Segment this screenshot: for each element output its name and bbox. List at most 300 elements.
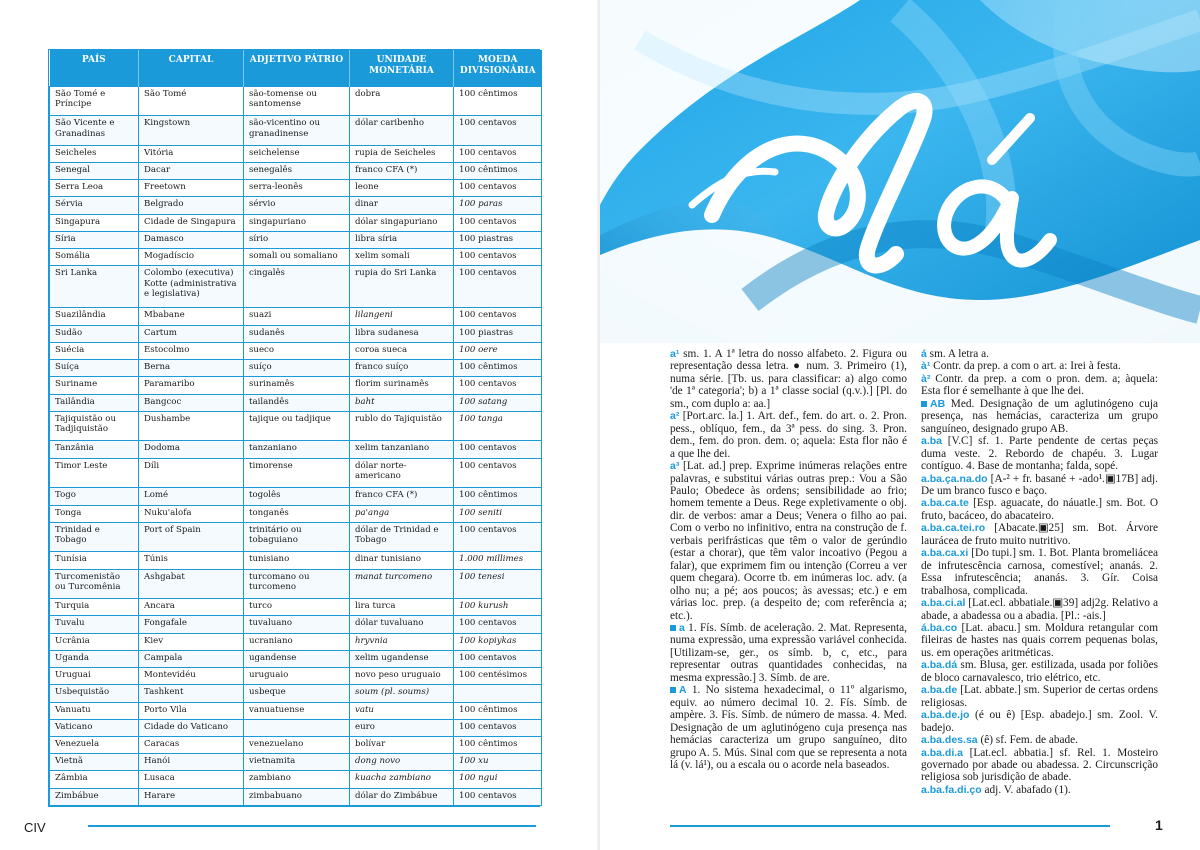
table-cell: 100 kopiykas — [454, 633, 542, 650]
dictionary-column-1 — [670, 348, 907, 771]
table-cell: 100 centésimos — [454, 668, 542, 685]
table-row — [50, 788, 542, 805]
table-row — [50, 116, 542, 146]
countries-table-frame — [48, 49, 540, 807]
table-cell: lilangeni — [350, 308, 454, 325]
table-cell: Suriname — [50, 377, 139, 394]
table-cell: Berna — [139, 360, 244, 377]
table-row — [50, 685, 542, 702]
table-cell: são-vicentino ou granadinense — [244, 116, 350, 146]
dictionary-entry — [921, 435, 1158, 472]
table-row — [50, 377, 542, 394]
table-row — [50, 360, 542, 377]
table-cell: cingalês — [244, 266, 350, 308]
table-cell: Harare — [139, 788, 244, 805]
table-cell: coroa sueca — [350, 342, 454, 359]
entry-definition: [Do tupi.] sm. 1. Bot. Planta bromeliácea de infrutescência carnosa, comestível; ananás. 2. Essa infrutescência; ananás. 3. Gír. Coisa trabalhosa, complicada. — [921, 547, 1158, 597]
table-cell: 100 centavos — [454, 441, 542, 458]
table-row — [50, 569, 542, 599]
table-cell: Tailândia — [50, 394, 139, 411]
table-cell: rublo do Tajiquistão — [350, 411, 454, 441]
entry-definition: [Lat. ad.] prep. Exprime inúmeras relações entre palavras, e substitui várias outras prep.: Vou a São Paulo; Obedece às ordens; sensibilidade ao frio; homem temente a Deus. Rege expletivamente o obj. dir. de verbos: amar a Deus; Venera o filho ao pai. Com o verbo no infinitivo, entra na construção de f. verbais perifrásticas que têm o valor de gerúndio (estar a chorar), que têm valor incoativo (Pegou a falar), que exprimem fim ou intenção (Correu a ver quem chegara). Ocorre tb. em inúmeras loc. adv. (a olho nu; a pé; aos poucos; às avessas; etc.) e em várias loc. prep. (a despeito de; com referência a; etc.). — [670, 460, 907, 622]
table-cell: lira turca — [350, 599, 454, 616]
table-cell: tanzaniano — [244, 441, 350, 458]
table-cell: dong novo — [350, 754, 454, 771]
entry-definition: [Lat.ecl. abbatia.] sf. Rel. 1. Mosteiro governado por abade ou abadessa. 2. Circunscrição religiosa sob jurisdição de abade. — [921, 746, 1158, 784]
dictionary-entry — [921, 497, 1158, 522]
left-footer — [24, 820, 536, 836]
table-cell: Freetown — [139, 180, 244, 197]
table-cell: Tonga — [50, 505, 139, 522]
dictionary-entry — [670, 460, 907, 622]
table-cell: Montevidéu — [139, 668, 244, 685]
table-cell: Usbequistão — [50, 685, 139, 702]
table-cell: Sudão — [50, 325, 139, 342]
table-cell: usbeque — [244, 685, 350, 702]
table-cell: Somália — [50, 249, 139, 266]
footer-rule-left — [88, 825, 536, 827]
table-cell: manat turcomeno — [350, 569, 454, 599]
dictionary-entry — [921, 734, 1158, 746]
right-page — [600, 0, 1200, 850]
dictionary-entry — [921, 522, 1158, 547]
table-cell: 100 kurush — [454, 599, 542, 616]
table-row — [50, 599, 542, 616]
table-row — [50, 719, 542, 736]
table-cell: 100 centavos — [454, 719, 542, 736]
dictionary-columns — [670, 348, 1158, 808]
table-cell: soum (pl. soums) — [350, 685, 454, 702]
header-moeda-divisionaria: MOEDA DIVISIONÁRIA — [454, 50, 542, 86]
table-cell: 100 cêntimos — [454, 86, 542, 116]
entry-headword: AB — [930, 397, 946, 410]
entry-headword: A — [679, 684, 687, 697]
table-cell: dólar tuvaluano — [350, 616, 454, 633]
table-cell: bolívar — [350, 737, 454, 754]
table-row — [50, 633, 542, 650]
table-row — [50, 214, 542, 231]
table-cell: Cartum — [139, 325, 244, 342]
table-cell: turco — [244, 599, 350, 616]
table-cell: tuvaluano — [244, 616, 350, 633]
dictionary-entry — [921, 597, 1158, 622]
table-row — [50, 411, 542, 441]
header-adjetivo-patrio: ADJETIVO PÁTRIO — [244, 50, 350, 86]
table-cell: Serra Leoa — [50, 180, 139, 197]
table-cell: Uruguai — [50, 668, 139, 685]
table-cell: franco suíço — [350, 360, 454, 377]
table-row — [50, 488, 542, 505]
dictionary-entry — [921, 659, 1158, 684]
table-cell: Tunísia — [50, 552, 139, 569]
entry-definition: [Lat.ecl. abbatiale.▣39] adj2g. Relativo a abade, a abadessa ou a abadia. [Pl.: -ais.] — [921, 597, 1158, 622]
entry-square-marker — [670, 625, 676, 631]
table-cell: Vitória — [139, 145, 244, 162]
table-cell: somali ou somaliano — [244, 249, 350, 266]
table-cell: dinar tunisiano — [350, 552, 454, 569]
dictionary-entry — [921, 373, 1158, 398]
table-cell: novo peso uruguaio — [350, 668, 454, 685]
header-pais: PAÍS — [50, 50, 139, 86]
table-row — [50, 180, 542, 197]
table-cell: trinitário ou tobaguiano — [244, 522, 350, 552]
table-row — [50, 522, 542, 552]
table-cell: zambiano — [244, 771, 350, 788]
table-cell: vanuatuense — [244, 702, 350, 719]
table-cell: suazi — [244, 308, 350, 325]
table-row — [50, 231, 542, 248]
table-cell: 100 centavos — [454, 308, 542, 325]
table-row — [50, 308, 542, 325]
table-cell: 100 ngui — [454, 771, 542, 788]
table-cell: Caracas — [139, 737, 244, 754]
table-row — [50, 702, 542, 719]
table-cell: Uganda — [50, 650, 139, 667]
table-cell: uruguaio — [244, 668, 350, 685]
letter-a-banner — [600, 0, 1200, 343]
dictionary-entry — [921, 473, 1158, 498]
table-row — [50, 249, 542, 266]
dictionary-column-2 — [921, 348, 1158, 796]
entry-definition: [Abacate.▣25] sm. Bot. Árvore laurácea de fruto muito nutritivo. — [921, 522, 1158, 547]
table-cell: Paramaribo — [139, 377, 244, 394]
table-cell: Cidade de Singapura — [139, 214, 244, 231]
table-cell: Zimbábue — [50, 788, 139, 805]
table-cell: togolês — [244, 488, 350, 505]
table-cell: Hanói — [139, 754, 244, 771]
entry-headword: a.ba.ci.al — [921, 597, 966, 610]
table-cell: sírio — [244, 231, 350, 248]
entry-headword: a.ba.ca.tei.ro — [921, 522, 986, 535]
entry-square-marker — [670, 687, 676, 693]
table-cell: serra-leonês — [244, 180, 350, 197]
entry-definition: 1. Fís. Símb. de aceleração. 2. Mat. Representa, numa expressão, uma expressão variável conhecida. [Utilizam-se, ger., os símb. b, c, etc., para representar outras quantidades conhecidas, na mesma expressão.] 3. Símb. de are. — [670, 621, 907, 684]
table-cell: suíço — [244, 360, 350, 377]
table-cell: Mbabane — [139, 308, 244, 325]
table-cell — [454, 685, 542, 702]
table-cell: 100 cêntimos — [454, 360, 542, 377]
dictionary-entry — [921, 784, 1158, 796]
table-cell: 100 centavos — [454, 145, 542, 162]
table-cell: tonganês — [244, 505, 350, 522]
entry-headword: a¹ — [670, 348, 680, 360]
table-cell: Kingstown — [139, 116, 244, 146]
page-number-left: CIV — [24, 820, 46, 835]
entry-headword: a.ba.fa.di.ço — [921, 783, 982, 796]
table-cell: 100 centavos — [454, 266, 542, 308]
table-cell: dólar do Zimbábue — [350, 788, 454, 805]
table-cell: 100 tenesi — [454, 569, 542, 599]
table-cell: Belgrado — [139, 197, 244, 214]
table-row — [50, 616, 542, 633]
table-cell: ugandense — [244, 650, 350, 667]
table-cell: 100 centavos — [454, 522, 542, 552]
entry-headword: a³ — [670, 460, 680, 473]
table-cell: rupia de Seicheles — [350, 145, 454, 162]
table-cell: vietnamita — [244, 754, 350, 771]
table-cell: 100 centavos — [454, 180, 542, 197]
table-cell: 100 satang — [454, 394, 542, 411]
table-row — [50, 394, 542, 411]
table-cell: 100 cêntimos — [454, 737, 542, 754]
entry-definition: [Port.arc. la.] 1. Art. def., fem. do art. o. 2. Pron. pess., oblíquo, fem., da 3ª pess. do sing. 3. Pron. dem., fem. do pron. dem. o; aquela: Esta flor não é a que lhe dei. — [670, 410, 907, 460]
table-cell: senegalês — [244, 163, 350, 180]
entry-definition: (ê) sf. Fem. de abade. — [977, 734, 1079, 747]
table-row — [50, 441, 542, 458]
table-cell: kuacha zambiano — [350, 771, 454, 788]
table-cell: Timor Leste — [50, 458, 139, 488]
table-cell: dinar — [350, 197, 454, 214]
table-cell: Porto Vila — [139, 702, 244, 719]
table-cell: Kiev — [139, 633, 244, 650]
dictionary-entry — [921, 348, 1158, 360]
table-cell: Tashkent — [139, 685, 244, 702]
table-cell: Tajiquistão ou Tadjiquistão — [50, 411, 139, 441]
entry-definition: sm. Blusa, ger. estilizada, usada por foliões de bloco carnavalesco, trio elétrico, etc. — [921, 659, 1158, 684]
table-cell: 100 cêntimos — [454, 702, 542, 719]
entry-headword: à¹ — [921, 360, 931, 373]
table-cell: Suécia — [50, 342, 139, 359]
table-cell: Suíça — [50, 360, 139, 377]
table-cell: tunisiano — [244, 552, 350, 569]
table-cell: Port of Spain — [139, 522, 244, 552]
entry-definition: [A-² + fr. basané + -ado¹.▣17B] adj. De um branco fusco e baço. — [921, 472, 1158, 497]
entry-headword: a.ba — [921, 435, 943, 448]
table-cell: dólar caribenho — [350, 116, 454, 146]
header-unidade-monetaria: UNIDADE MONETÁRIA — [350, 50, 454, 86]
table-cell: 100 centavos — [454, 214, 542, 231]
dictionary-entry — [921, 547, 1158, 597]
table-cell: singapuriano — [244, 214, 350, 231]
table-cell: turcomano ou turcomeno — [244, 569, 350, 599]
table-cell: 100 centavos — [454, 650, 542, 667]
entry-headword: a — [679, 621, 685, 634]
table-cell: Suazilândia — [50, 308, 139, 325]
table-cell: dólar singapuriano — [350, 214, 454, 231]
table-cell: sérvio — [244, 197, 350, 214]
entry-definition: 1. No sistema hexadecimal, o 11º algarismo, equiv. ao número decimal 10. 2. Fís. Símb. de ampère. 3. Fís. Símb. de número de massa. 4. Med. Designação de um aglutinógeno cuja presença nas hemácias caracteriza um grupo sanguíneo, dito grupo A. 5. Mús. Sinal com que se representa a nota lá (v. lá¹), ou a escala ou o acorde nela baseados. — [670, 684, 907, 771]
table-cell: rupia do Sri Lanka — [350, 266, 454, 308]
table-cell: Vanuatu — [50, 702, 139, 719]
dictionary-entry — [670, 622, 907, 684]
entry-definition: (é ou ê) [Esp. abadejo.] sm. Zool. V. badejo. — [921, 709, 1158, 734]
table-cell: sueco — [244, 342, 350, 359]
table-cell: são-tomense ou santomense — [244, 86, 350, 116]
table-row — [50, 163, 542, 180]
table-cell: Mogadíscio — [139, 249, 244, 266]
table-cell: 100 seniti — [454, 505, 542, 522]
table-cell: vatu — [350, 702, 454, 719]
table-cell: 100 centavos — [454, 616, 542, 633]
entry-definition: [V.C] sf. 1. Parte pendente de certas peças duma veste. 2. Rebordo de chapéu. 3. Lugar contíguo. 4. Base de montanha; falda, sopé. — [921, 435, 1158, 473]
table-cell: zimbabuano — [244, 788, 350, 805]
table-row — [50, 771, 542, 788]
header-capital: CAPITAL — [139, 50, 244, 86]
table-cell: surinamês — [244, 377, 350, 394]
table-row — [50, 266, 542, 308]
entry-definition: [Esp. aguacate, do náuatle.] sm. Bot. O fruto, bacáceo, do abacateiro. — [921, 497, 1158, 522]
table-cell: 100 centavos — [454, 116, 542, 146]
table-row — [50, 197, 542, 214]
table-cell: seichelense — [244, 145, 350, 162]
table-cell: Estocolmo — [139, 342, 244, 359]
table-cell: venezuelano — [244, 737, 350, 754]
table-header-row — [50, 50, 542, 86]
dictionary-entry — [921, 684, 1158, 709]
table-cell: tailandês — [244, 394, 350, 411]
table-row — [50, 737, 542, 754]
table-cell: 100 centavos — [454, 788, 542, 805]
table-row — [50, 458, 542, 488]
table-cell: 100 piastras — [454, 325, 542, 342]
table-cell: Senegal — [50, 163, 139, 180]
table-cell: Dacar — [139, 163, 244, 180]
table-cell: 100 paras — [454, 197, 542, 214]
table-cell: 100 centavos — [454, 458, 542, 488]
dictionary-entry — [921, 622, 1158, 659]
table-cell: Dushambe — [139, 411, 244, 441]
table-cell: Damasco — [139, 231, 244, 248]
table-cell: Colombo (executiva) Kotte (administrativa e legislativa) — [139, 266, 244, 308]
table-cell: São Vicente e Granadinas — [50, 116, 139, 146]
table-cell: São Tomé e Príncipe — [50, 86, 139, 116]
table-cell: Turcomenistão ou Turcomênia — [50, 569, 139, 599]
entry-square-marker — [921, 401, 927, 407]
table-row — [50, 325, 542, 342]
table-cell: euro — [350, 719, 454, 736]
table-cell: Túnis — [139, 552, 244, 569]
table-cell: Ashgabat — [139, 569, 244, 599]
table-cell: ucraniano — [244, 633, 350, 650]
entry-headword: a.ba.ça.na.do — [921, 472, 988, 485]
table-header — [50, 50, 542, 86]
table-cell: libra síria — [350, 231, 454, 248]
table-cell: 100 xu — [454, 754, 542, 771]
table-cell: Ucrânia — [50, 633, 139, 650]
entry-headword: a² — [670, 410, 680, 423]
entry-headword: a.ba.ca.te — [921, 497, 969, 510]
table-body — [50, 86, 542, 806]
dictionary-entry — [921, 747, 1158, 784]
table-cell: Díli — [139, 458, 244, 488]
table-cell: hryvnia — [350, 633, 454, 650]
dictionary-entry — [670, 348, 907, 410]
table-cell: Sri Lanka — [50, 266, 139, 308]
table-cell: Síria — [50, 231, 139, 248]
table-cell: 1.000 millimes — [454, 552, 542, 569]
table-cell: Vaticano — [50, 719, 139, 736]
table-cell: 100 cêntimos — [454, 488, 542, 505]
table-cell: São Tomé — [139, 86, 244, 116]
countries-currency-table — [49, 50, 542, 806]
table-cell: Vietnã — [50, 754, 139, 771]
entry-definition: Contr. da prep. a com o pron. dem. a; àquela: Esta flor é semelhante à que lhe dei. — [921, 372, 1158, 398]
table-cell: dólar de Trinidad e Tobago — [350, 522, 454, 552]
table-cell: Turquia — [50, 599, 139, 616]
table-cell: tajique ou tadjique — [244, 411, 350, 441]
table-cell: franco CFA (*) — [350, 163, 454, 180]
table-cell: dobra — [350, 86, 454, 116]
table-cell: Lusaca — [139, 771, 244, 788]
table-cell: 100 tanga — [454, 411, 542, 441]
entry-definition: adj. V. abafado (1). — [981, 783, 1071, 796]
entry-headword: à² — [921, 372, 931, 385]
dictionary-entry — [670, 684, 907, 771]
table-cell: Lomé — [139, 488, 244, 505]
table-row — [50, 86, 542, 116]
table-cell: libra sudanesa — [350, 325, 454, 342]
page-number-right: 1 — [1155, 817, 1163, 833]
entry-definition: sm. A letra a. — [926, 348, 989, 360]
table-cell: timorense — [244, 458, 350, 488]
entry-headword: a.ba.de.jo — [921, 709, 970, 722]
table-cell: Nuku'alofa — [139, 505, 244, 522]
table-cell: Ancara — [139, 599, 244, 616]
table-row — [50, 552, 542, 569]
entry-headword: a.ba.ca.xi — [921, 547, 969, 560]
table-row — [50, 342, 542, 359]
table-cell: florim surinamês — [350, 377, 454, 394]
table-cell: xelim ugandense — [350, 650, 454, 667]
entry-definition: Med. Designação de um aglutinógeno cuja presença, nas hemácias, caracteriza um grupo sanguíneo, designado grupo AB. — [921, 397, 1158, 435]
table-cell: sudanês — [244, 325, 350, 342]
dictionary-entry — [670, 410, 907, 460]
table-cell: Dodoma — [139, 441, 244, 458]
table-cell: Tanzânia — [50, 441, 139, 458]
table-cell: 100 centavos — [454, 249, 542, 266]
table-cell: Singapura — [50, 214, 139, 231]
table-cell: baht — [350, 394, 454, 411]
entry-headword: a.ba.des.sa — [921, 734, 978, 747]
table-cell: 100 cêntimos — [454, 163, 542, 180]
table-cell: Tuvalu — [50, 616, 139, 633]
table-cell: Venezuela — [50, 737, 139, 754]
table-row — [50, 505, 542, 522]
table-cell: Sérvia — [50, 197, 139, 214]
table-cell: Seicheles — [50, 145, 139, 162]
table-cell: Zâmbia — [50, 771, 139, 788]
table-cell: franco CFA (*) — [350, 488, 454, 505]
table-cell — [244, 719, 350, 736]
entry-headword: a.ba.dá — [921, 659, 958, 672]
table-cell: Campala — [139, 650, 244, 667]
footer-rule-right — [670, 825, 1110, 827]
table-cell: Bangcoc — [139, 394, 244, 411]
table-row — [50, 145, 542, 162]
entry-headword: a.ba.de — [921, 684, 958, 697]
table-cell: xelim tanzaniano — [350, 441, 454, 458]
table-cell: xelim somali — [350, 249, 454, 266]
table-cell: Cidade do Vaticano — [139, 719, 244, 736]
dictionary-entry — [921, 398, 1158, 435]
table-cell: Trinidad e Tobago — [50, 522, 139, 552]
entry-definition: sm. 1. A 1ª letra do nosso alfabeto. 2. Figura ou representação dessa letra. ● num. 3. Primeiro (1), numa série. [Tb. us. para classificar: a) algo como 'de 1ª categoria'; b) a 1ª classe social (q.v.).] [Pl. do sm., com duplo a: aa.] — [670, 348, 907, 410]
table-cell: Fongafale — [139, 616, 244, 633]
entry-definition: Contr. da prep. a com o art. a: Irei à festa. — [930, 360, 1121, 373]
table-row — [50, 754, 542, 771]
dictionary-entry — [921, 360, 1158, 372]
table-cell: Togo — [50, 488, 139, 505]
table-cell: 100 piastras — [454, 231, 542, 248]
entry-headword: á.ba.co — [921, 621, 958, 634]
entry-headword: á — [921, 348, 927, 360]
table-row — [50, 650, 542, 667]
entry-headword: a.ba.di.a — [921, 746, 964, 759]
table-row — [50, 668, 542, 685]
entry-definition: [Lat. abacu.] sm. Moldura retangular com fileiras de hastes nas quais correm pequenas bolas, us. em operações aritméticas. — [921, 621, 1158, 659]
table-cell: 100 centavos — [454, 377, 542, 394]
right-footer — [670, 817, 1190, 836]
